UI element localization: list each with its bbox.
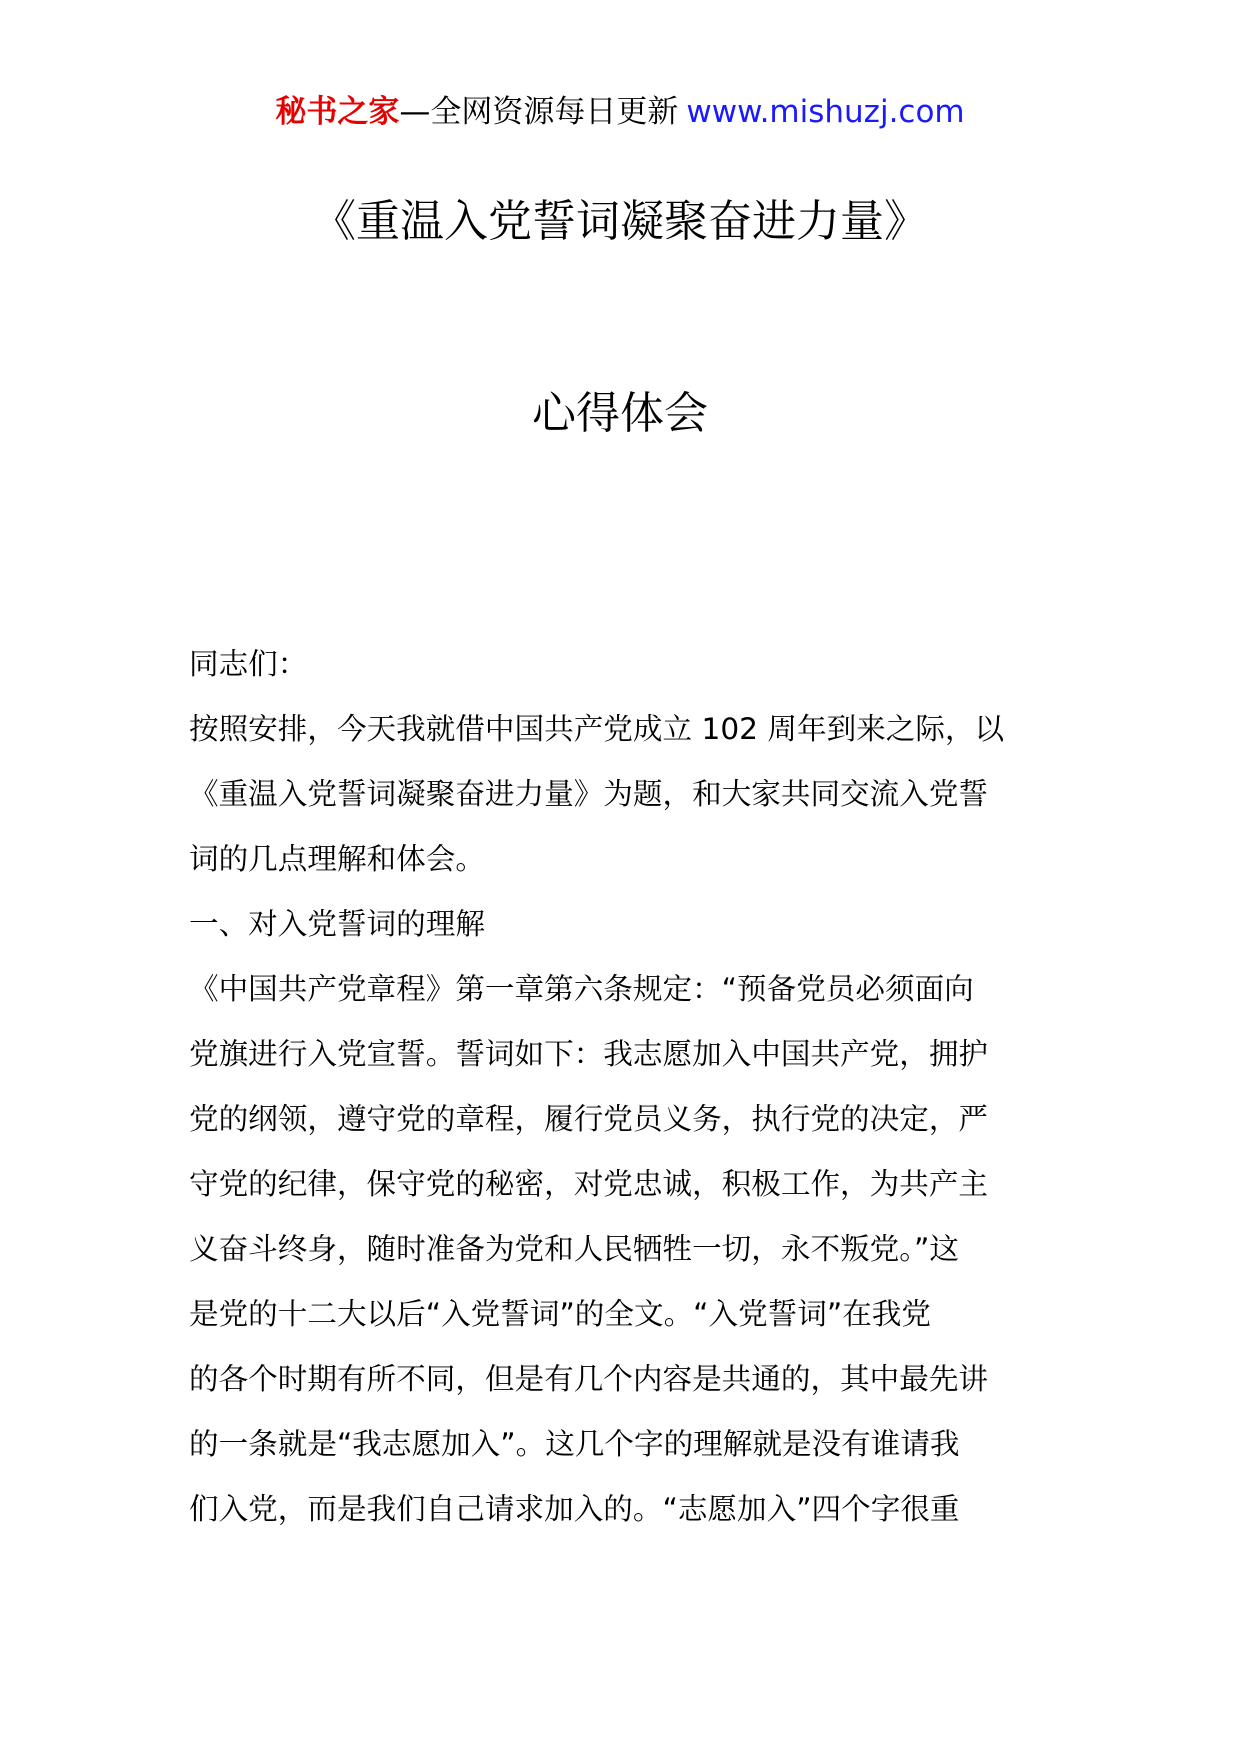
document-title: 《重温入党誓词凝聚奋进力量》 (312, 196, 928, 247)
body-line: 《中国共产党章程》第一章第六条规定：“预备党员必须面向 (189, 972, 974, 1006)
document-body (189, 632, 1055, 1542)
salutation: 同志们： (189, 647, 308, 681)
body-line: 的各个时期有所不同，但是有几个内容是共通的，其中最先讲 (189, 1362, 989, 1396)
body-line: 词的几点理解和体会。 (189, 842, 485, 876)
body-line: 《重温入党誓词凝聚奋进力量》为题，和大家共同交流入党誓 (189, 777, 989, 811)
site-header (0, 92, 1240, 132)
body-line: 的一条就是“我志愿加入”。这几个字的理解就是没有谁请我 (189, 1427, 960, 1461)
body-line: 义奋斗终身，随时准备为党和人民牺牲一切，永不叛党。”这 (189, 1232, 959, 1266)
body-line: 守党的纪律，保守党的秘密，对党忠诚，积极工作，为共产主 (189, 1167, 989, 1201)
section-heading: 一、对入党誓词的理解 (189, 907, 485, 941)
site-url-link[interactable]: www.mishuzj.com (686, 94, 965, 130)
body-line: 是党的十二大以后“入党誓词”的全文。“入党誓词”在我党 (189, 1297, 931, 1331)
body-line: 党的纲领，遵守党的章程，履行党员义务，执行党的决定，严 (189, 1102, 989, 1136)
header-tagline: —全网资源每日更新 (399, 94, 679, 130)
body-line: 们入党，而是我们自己请求加入的。“志愿加入”四个字很重 (189, 1492, 960, 1526)
brand-name: 秘书之家 (275, 94, 400, 130)
document-subtitle: 心得体会 (532, 388, 708, 439)
body-line: 按照安排，今天我就借中国共产党成立 102 周年到来之际，以 (189, 712, 1005, 746)
body-line: 党旗进行入党宣誓。誓词如下：我志愿加入中国共产党，拥护 (189, 1037, 989, 1071)
